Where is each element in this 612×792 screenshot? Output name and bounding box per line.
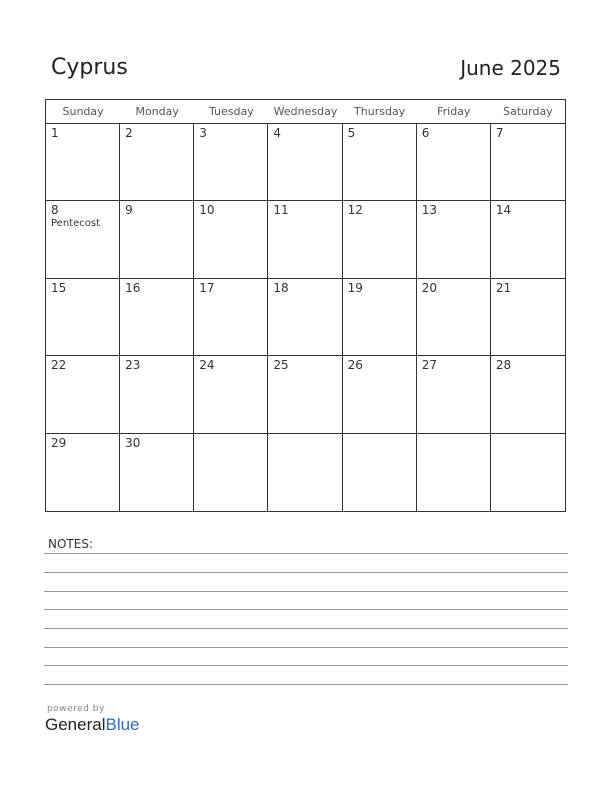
day-cell bbox=[46, 434, 120, 511]
day-number: 28 bbox=[495, 358, 512, 373]
note-line bbox=[44, 647, 568, 648]
day-cell bbox=[268, 356, 342, 433]
day-number: 16 bbox=[125, 280, 141, 295]
day-cell bbox=[491, 124, 565, 201]
day-cell bbox=[46, 201, 120, 278]
day-number: 7 bbox=[495, 126, 504, 140]
day-cell bbox=[268, 201, 342, 278]
weekday-sunday: Sunday bbox=[62, 105, 104, 118]
day-grid bbox=[46, 124, 565, 511]
day-cell bbox=[194, 279, 268, 356]
day-number: 4 bbox=[273, 126, 282, 140]
month-title: June 2025 bbox=[460, 56, 561, 80]
day-cell bbox=[343, 356, 417, 433]
weekday-tuesday: Tuesday bbox=[208, 105, 254, 118]
brand-logo bbox=[45, 704, 140, 735]
day-number: 22 bbox=[51, 358, 67, 373]
powered-by-text: powered by bbox=[47, 704, 105, 714]
day-number: 12 bbox=[347, 203, 363, 218]
day-cell bbox=[343, 279, 417, 356]
day-number: 26 bbox=[347, 358, 363, 373]
notes-label: NOTES: bbox=[48, 537, 93, 551]
day-cell bbox=[120, 434, 194, 511]
day-number: 2 bbox=[125, 126, 133, 140]
weekday-friday: Friday bbox=[437, 105, 471, 118]
day-cell bbox=[491, 201, 565, 278]
day-number: 25 bbox=[273, 358, 289, 373]
day-cell bbox=[268, 124, 342, 201]
day-number: 1 bbox=[51, 126, 59, 140]
day-cell bbox=[343, 434, 417, 511]
day-cell bbox=[194, 124, 268, 201]
day-number: 8 bbox=[51, 203, 59, 218]
day-cell bbox=[417, 434, 491, 511]
day-number: 10 bbox=[199, 203, 215, 218]
day-number: 20 bbox=[421, 280, 437, 295]
day-number: 29 bbox=[51, 435, 67, 450]
weekday-monday: Monday bbox=[135, 105, 179, 118]
day-number: 9 bbox=[125, 203, 133, 218]
weekday-saturday: Saturday bbox=[503, 105, 553, 118]
note-line bbox=[44, 553, 568, 554]
day-cell bbox=[343, 124, 417, 201]
weekday-header bbox=[46, 100, 565, 124]
day-cell bbox=[268, 279, 342, 356]
day-number: 5 bbox=[347, 126, 356, 140]
day-cell bbox=[491, 434, 565, 511]
day-cell bbox=[491, 356, 565, 433]
day-cell bbox=[120, 124, 194, 201]
day-number: 15 bbox=[51, 280, 67, 295]
day-cell bbox=[46, 279, 120, 356]
day-number: 6 bbox=[421, 126, 430, 140]
holiday-label: Pentecost bbox=[51, 218, 100, 230]
day-number: 30 bbox=[125, 435, 141, 450]
day-number: 27 bbox=[421, 358, 437, 373]
day-cell bbox=[268, 434, 342, 511]
note-line bbox=[44, 572, 568, 573]
day-cell bbox=[46, 124, 120, 201]
day-number: 24 bbox=[199, 358, 215, 373]
brand-name bbox=[45, 715, 140, 735]
note-line bbox=[44, 591, 568, 592]
day-number: 21 bbox=[495, 280, 512, 295]
day-cell bbox=[417, 201, 491, 278]
day-cell bbox=[194, 201, 268, 278]
day-number: 17 bbox=[199, 280, 215, 295]
brand-general-text: General bbox=[45, 715, 106, 734]
note-line bbox=[44, 628, 568, 629]
note-line bbox=[44, 665, 568, 666]
calendar-grid bbox=[45, 99, 566, 512]
day-number: 11 bbox=[273, 203, 289, 218]
country-title: Cyprus bbox=[51, 55, 128, 80]
day-cell bbox=[120, 279, 194, 356]
day-number: 23 bbox=[125, 358, 141, 373]
brand-blue-text: Blue bbox=[105, 715, 140, 734]
day-cell bbox=[417, 279, 491, 356]
day-cell bbox=[417, 356, 491, 433]
note-line bbox=[44, 684, 568, 685]
day-number: 3 bbox=[199, 126, 207, 140]
day-number: 14 bbox=[495, 203, 512, 218]
day-cell bbox=[120, 201, 194, 278]
day-number: 19 bbox=[347, 280, 363, 295]
day-cell bbox=[194, 434, 268, 511]
day-number: 13 bbox=[421, 203, 437, 218]
weekday-wednesday: Wednesday bbox=[273, 105, 338, 118]
day-cell bbox=[120, 356, 194, 433]
weekday-thursday: Thursday bbox=[354, 105, 406, 118]
note-line bbox=[44, 609, 568, 610]
day-cell bbox=[491, 279, 565, 356]
day-cell bbox=[417, 124, 491, 201]
day-number: 18 bbox=[273, 280, 289, 295]
day-cell bbox=[343, 201, 417, 278]
day-cell bbox=[194, 356, 268, 433]
day-cell bbox=[46, 356, 120, 433]
